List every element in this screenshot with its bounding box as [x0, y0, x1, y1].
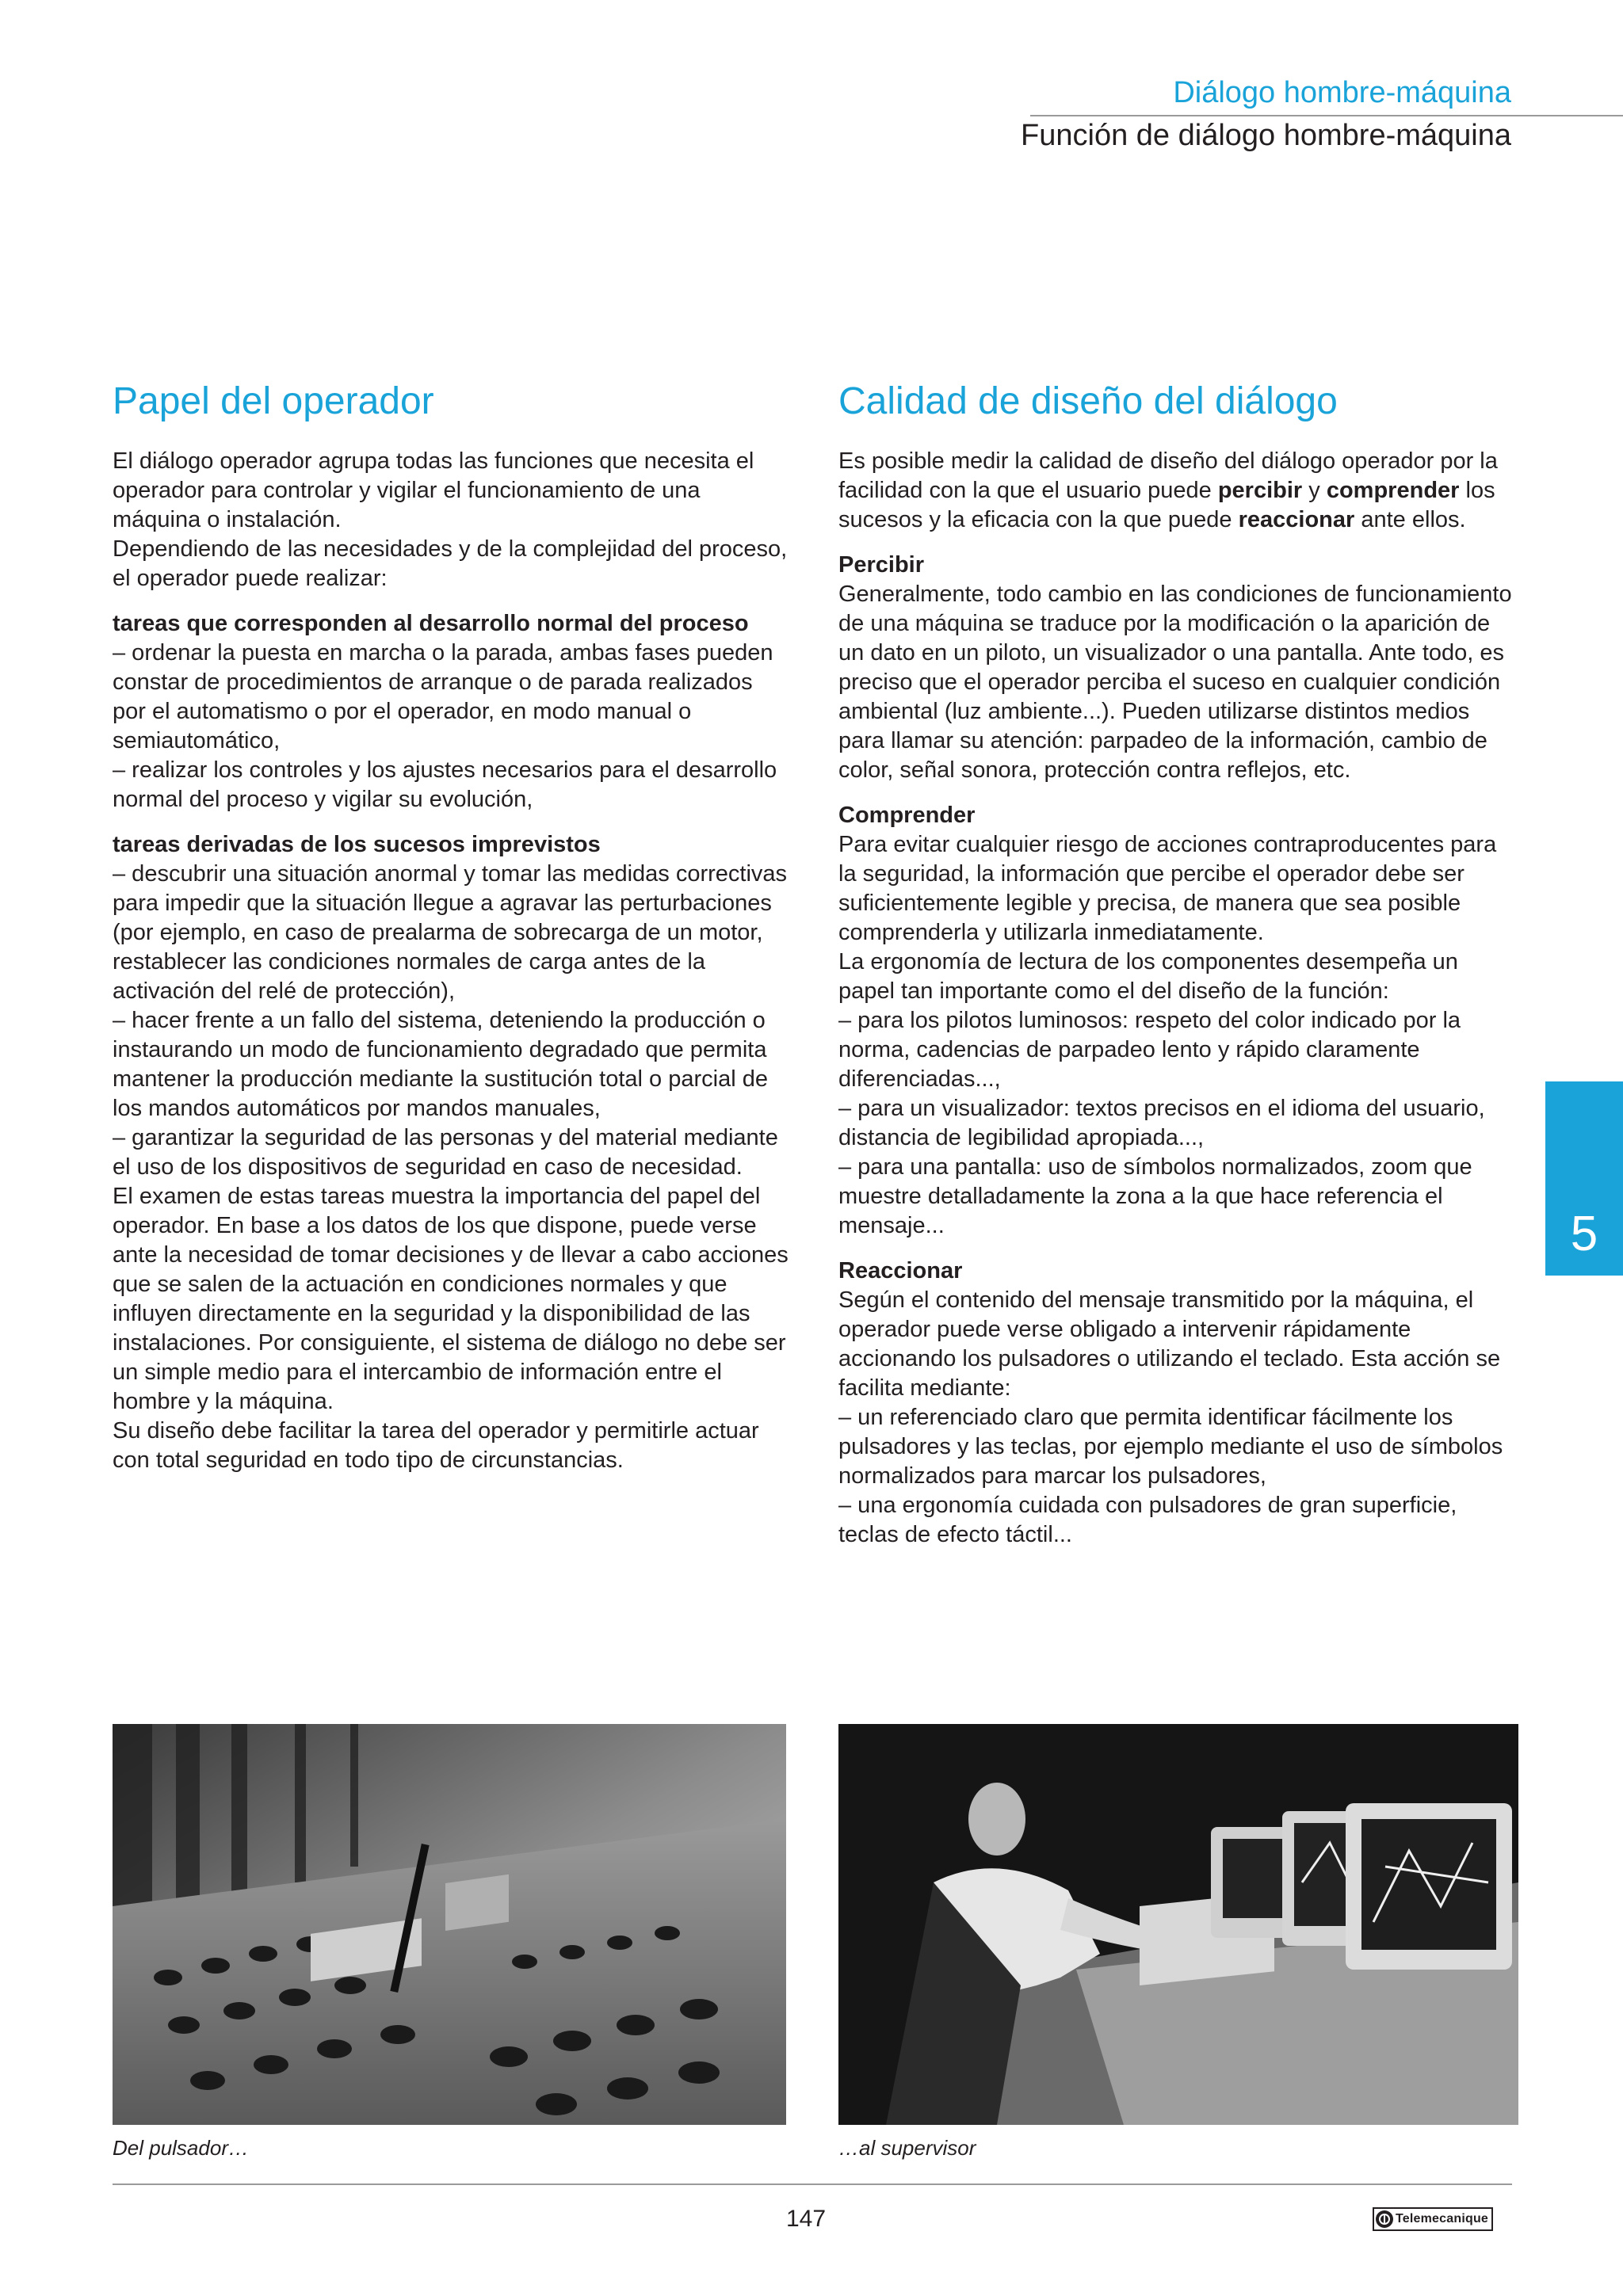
left-sub2-line-5: Su diseño debe facilitar la tarea del operador y permitirle actuar con total seguridad en todo tipo de circunstancias.	[113, 1417, 759, 1473]
comprender-line-1: Para evitar cualquier riesgo de acciones contraproducentes para la seguridad, la información que percibe el operador debe ser suficientemente legible y precisa, de manera que sea posible comprenderla y utilizarla inmediatamente.	[838, 831, 1497, 945]
right-intro-bold-comprender: comprender	[1326, 477, 1460, 503]
comprender-line-4: – para un visualizador: textos precisos en el idioma del usuario, distancia de legibilidad apropiada...,	[838, 1095, 1485, 1150]
right-intro-text-1: Es posible medir la calidad de diseño del diálogo operador por la facilidad con la que el usuario puede	[838, 448, 1498, 503]
left-intro-2: Dependiendo de las necesidades y de la complejidad del proceso, el operador puede realizar:	[113, 536, 788, 591]
right-intro-text-2: y	[1302, 477, 1327, 503]
right-intro-text-4: ante ellos.	[1354, 506, 1466, 532]
header-title: Función de diálogo hombre-máquina	[1021, 119, 1511, 152]
reaccionar-line-1: Según el contenido del mensaje transmitido por la máquina, el operador puede verse obligado a intervenir rápidamente accionando los pulsadores o utilizando el teclado. Esta acción se facilita mediante:	[838, 1287, 1501, 1401]
photo-control-desk	[113, 1724, 786, 2125]
supervisor-illustration	[838, 1724, 1518, 2125]
percibir-text: Generalmente, todo cambio en las condiciones de funcionamiento de una máquina se traduce por la modificación o la aparición de un dato en un piloto, un visualizador o una pantalla. Ante todo, es preciso que el operador perciba el suceso en cualquier condición ambiental (luz ambiente...). Pueden utilizarse distintos medios para llamar su atención: parpadeo de la información, cambio de color, señal sonora, protección contra reflejos, etc.	[838, 581, 1512, 783]
left-sub2-line-2: – hacer frente a un fallo del sistema, deteniendo la producción o instaurando un modo de funcionamiento degradado que permita mantener la producción mediante la sustitución total o parcial de los mandos automáticos por mandos manuales,	[113, 1007, 768, 1121]
right-intro-text-3: los sucesos y la eficacia con la que puede	[838, 477, 1495, 532]
brand-name: Telemecanique	[1396, 2212, 1489, 2225]
left-sub2-title: tareas derivadas de los sucesos imprevistos	[113, 831, 601, 857]
page-number: 147	[786, 2206, 827, 2232]
monitor-3	[1346, 1803, 1512, 1970]
left-heading: Papel del operador	[113, 380, 434, 422]
header-section: Diálogo hombre-máquina	[1173, 76, 1511, 109]
chapter-tab	[1545, 1081, 1623, 1276]
left-sub2-line-3: – garantizar la seguridad de las personas y del material mediante el uso de los dispositivos de seguridad en caso de necesidad.	[113, 1124, 778, 1180]
reaccionar-title: Reaccionar	[838, 1257, 963, 1283]
comprender-line-3: – para los pilotos luminosos: respeto del color indicado por la norma, cadencias de parpadeo lento y rápido claramente diferenciadas...,	[838, 1007, 1461, 1092]
left-sub1-line-1: – ordenar la puesta en marcha o la parada, ambas fases pueden constar de procedimientos de arranque o de parada realizados por el automatismo o por el operador, en modo manual o semiautomático,	[113, 639, 773, 753]
header-rule	[1030, 115, 1623, 116]
telemecanique-logo-icon	[1376, 2210, 1393, 2228]
right-column	[838, 379, 1516, 1566]
brand-logo	[1373, 2207, 1493, 2231]
reaccionar-line-2: – un referenciado claro que permita identificar fácilmente los pulsadores y las teclas, por ejemplo mediante el uso de símbolos normalizados para marcar los pulsadores,	[838, 1404, 1503, 1489]
left-intro-1: El diálogo operador agrupa todas las funciones que necesita el operador para controlar y vigilar el funcionamiento de una máquina o instalación.	[113, 448, 754, 532]
percibir-title: Percibir	[838, 551, 924, 578]
caption-left: Del pulsador…	[113, 2136, 249, 2160]
left-sub2-line-4: El examen de estas tareas muestra la importancia del papel del operador. En base a los datos de los que dispone, puede verse ante la necesidad de tomar decisiones y de llevar a cabo acciones que se salen de la actuación en condiciones normales y que influyen directamente en la seguridad y la disponibilidad de las instalaciones. Por consiguiente, el sistema de diálogo no debe ser un simple medio para el intercambio de información entre el hombre y la máquina.	[113, 1183, 789, 1414]
control-desk-illustration	[113, 1724, 786, 2125]
left-sub1-title: tareas que corresponden al desarrollo normal del proceso	[113, 610, 749, 636]
left-column	[113, 379, 790, 1491]
reaccionar-line-3: – una ergonomía cuidada con pulsadores de gran superficie, teclas de efecto táctil...	[838, 1492, 1457, 1547]
comprender-title: Comprender	[838, 802, 976, 828]
comprender-line-5: – para una pantalla: uso de símbolos normalizados, zoom que muestre detalladamente la zona a la que hace referencia el mensaje...	[838, 1154, 1472, 1238]
chapter-number: 5	[1570, 1207, 1598, 1261]
footer-rule	[113, 2183, 1512, 2185]
right-intro-bold-percibir: percibir	[1217, 477, 1303, 503]
right-intro	[838, 447, 1516, 535]
left-sub2-line-1: – descubrir una situación anormal y tomar las medidas correctivas para impedir que la situación llegue a agravar las perturbaciones (por ejemplo, en caso de prealarma de sobrecarga de un motor, restablecer las condiciones normales de carga antes de la activación del relé de protección),	[113, 860, 788, 1004]
right-intro-bold-reaccionar: reaccionar	[1238, 506, 1355, 532]
photo-supervisor	[838, 1724, 1518, 2125]
caption-right: …al supervisor	[838, 2136, 976, 2160]
right-heading: Calidad de diseño del diálogo	[838, 380, 1338, 422]
comprender-line-2: La ergonomía de lectura de los componentes desempeña un papel tan importante como el del diseño de la función:	[838, 948, 1458, 1004]
left-sub1-line-2: – realizar los controles y los ajustes necesarios para el desarrollo normal del proceso y vigilar su evolución,	[113, 757, 777, 812]
